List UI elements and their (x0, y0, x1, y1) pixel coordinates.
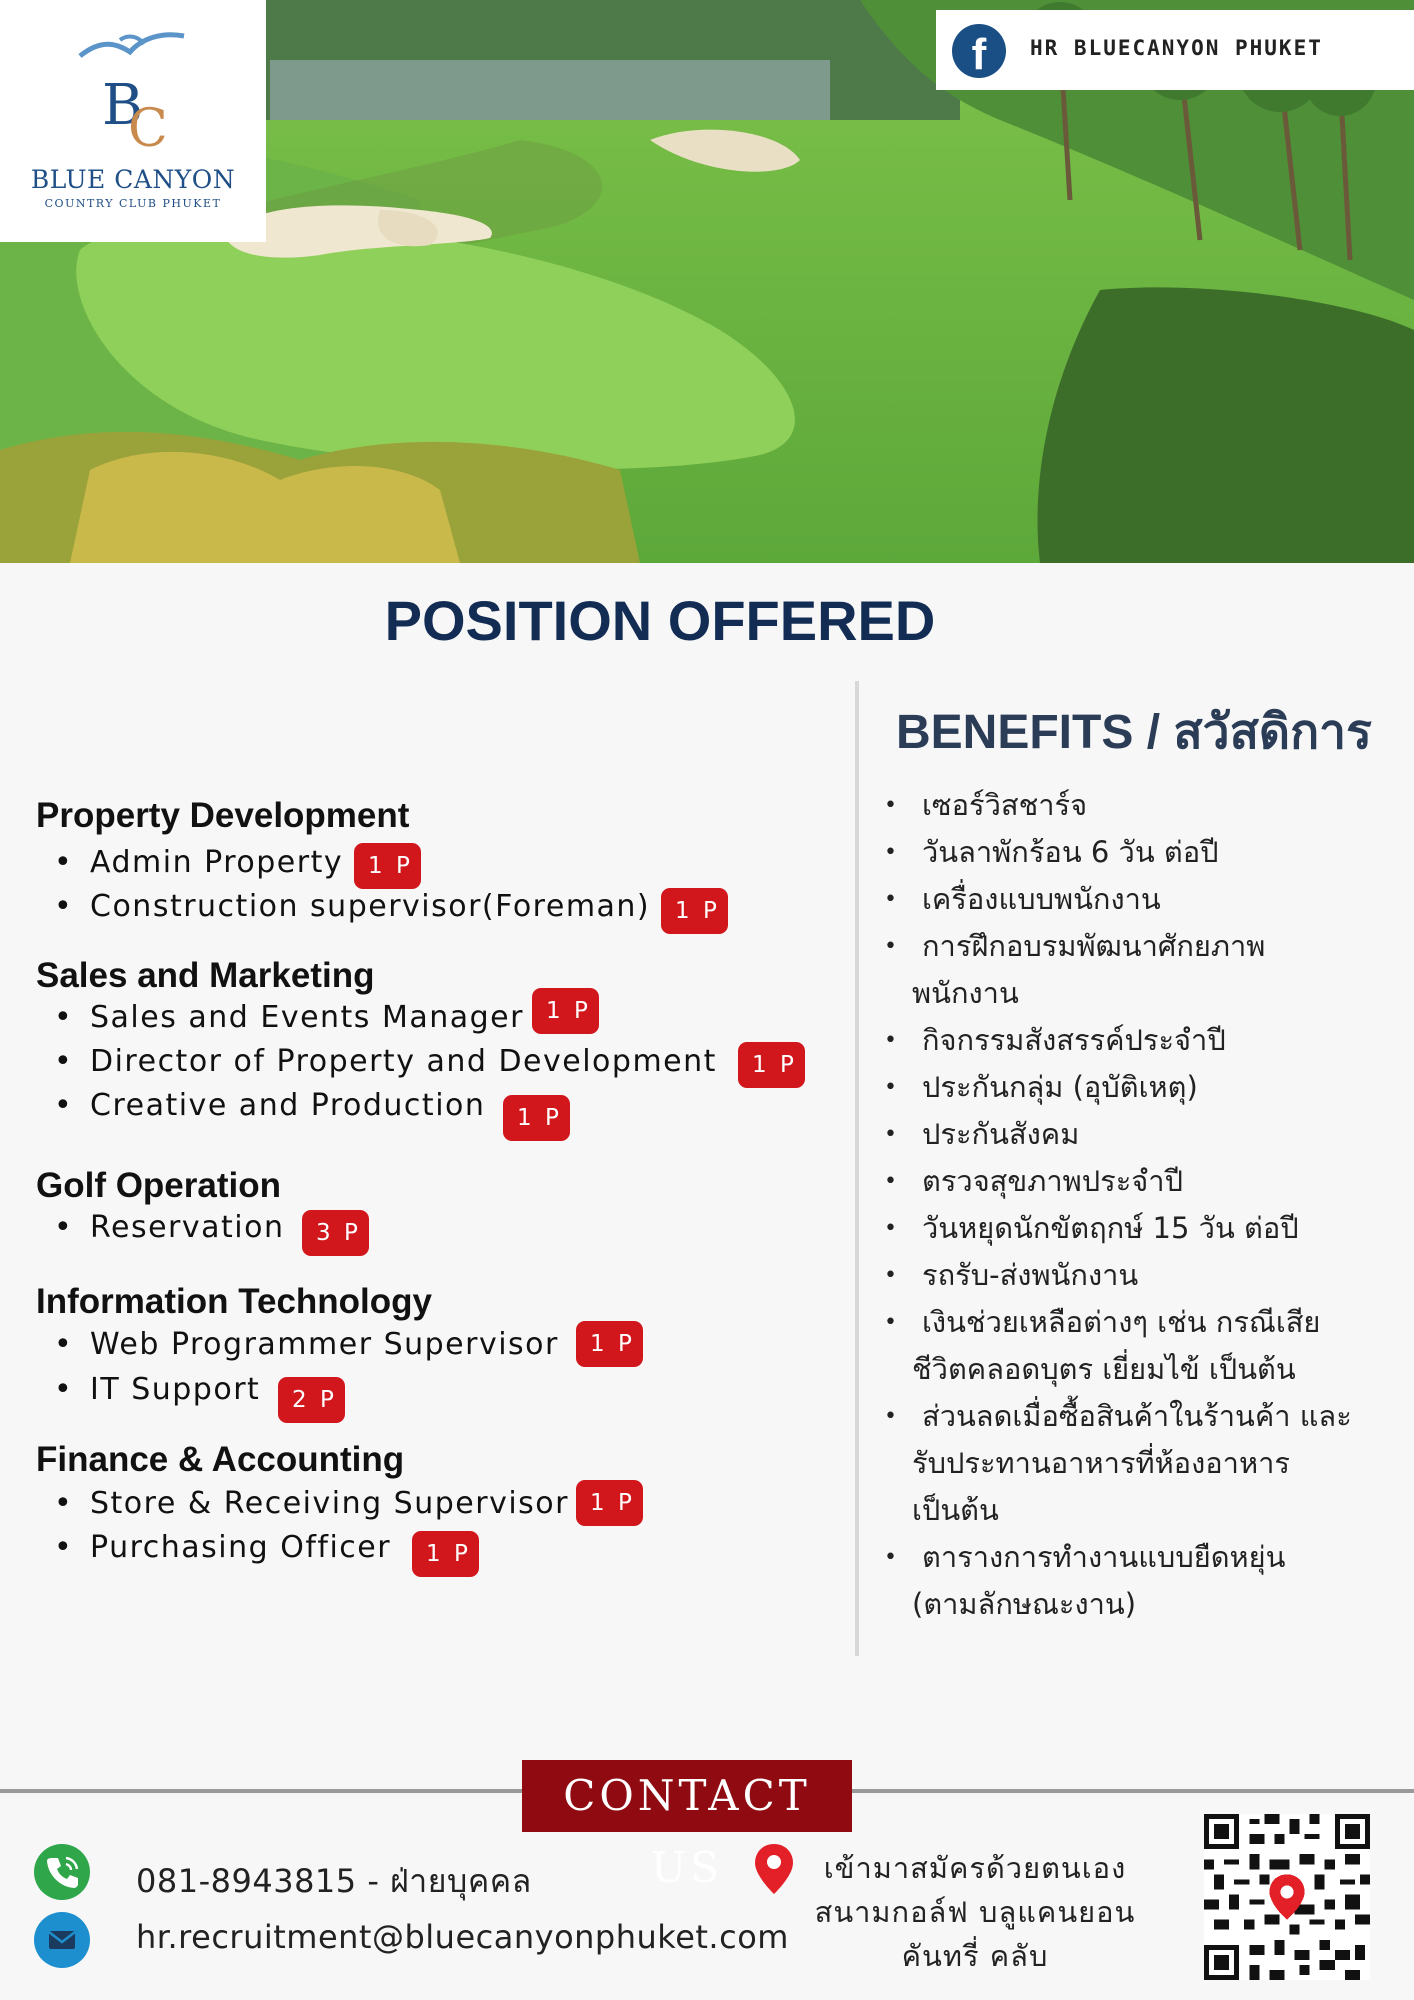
openings-badge: 1 P (738, 1042, 805, 1088)
openings-badge: 3 P (302, 1210, 369, 1256)
job-item: • Reservation (54, 1210, 285, 1245)
facebook-handle: HR BLUECANYON PHUKET (1030, 36, 1323, 60)
job-item: • Creative and Production (54, 1088, 486, 1123)
column-divider (855, 681, 859, 1656)
job-title: Sales and Events Manager (90, 1000, 524, 1035)
openings-badge: 1 P (503, 1095, 570, 1141)
brand-name: BLUE CANYON (30, 165, 236, 194)
job-item: • Director of Property and Development (54, 1044, 717, 1079)
job-title: IT Support (90, 1372, 261, 1407)
benefit-item: • การฝึกอบรมพัฒนาศักยภาพ พนักงาน (884, 929, 1266, 1010)
contact-address: เข้ามาสมัครด้วยตนเอง สนามกอล์ฟ บลูแคนยอน คันทรี่ คลับ (814, 1851, 1136, 1973)
openings-badge: 1 P (412, 1531, 479, 1577)
job-title: Reservation (90, 1210, 285, 1245)
openings-badge: 1 P (532, 988, 599, 1034)
job-title: Store & Receiving Supervisor (90, 1486, 569, 1521)
job-item: • Purchasing Officer (54, 1530, 392, 1565)
job-item: • Web Programmer Supervisor (54, 1327, 559, 1362)
contact-heading: CONTACT US (522, 1760, 852, 1832)
job-item: • Admin Property (54, 845, 344, 880)
facebook-icon: f (952, 24, 1006, 78)
job-title: Web Programmer Supervisor (90, 1327, 559, 1362)
benefit-item: • วันหยุดนักขัตฤกษ์ 15 วัน ต่อปี (884, 1211, 1299, 1245)
svg-text:C: C (128, 99, 168, 154)
contact-email[interactable]: hr.recruitment@bluecanyonphuket.com (136, 1918, 789, 1956)
benefit-item: • ตารางการทำงานแบบยืดหยุ่น (ตามลักษณะงาน) (884, 1540, 1286, 1621)
page-title: POSITION OFFERED (384, 589, 936, 652)
job-item: • IT Support (54, 1372, 261, 1407)
hero-image (0, 0, 1414, 563)
department-heading: Property Development (36, 796, 410, 835)
openings-badge: 1 P (576, 1321, 643, 1367)
brand-logo (0, 0, 266, 242)
department-heading: Sales and Marketing (36, 956, 375, 995)
job-title: Director of Property and Development (90, 1044, 717, 1079)
benefit-item: • เซอร์วิสชาร์จ (884, 788, 1088, 822)
benefit-item: • วันลาพักร้อน 6 วัน ต่อปี (884, 835, 1219, 869)
benefit-item: • กิจกรรมสังสรรค์ประจำปี (884, 1023, 1226, 1057)
job-item: • Store & Receiving Supervisor (54, 1486, 569, 1521)
contact-phone[interactable]: 081-8943815 - ฝ่ายบุคคล (136, 1862, 532, 1900)
department-heading: Finance & Accounting (36, 1440, 405, 1479)
openings-badge: 1 P (354, 843, 421, 889)
benefit-item: • ส่วนลดเมื่อซื้อสินค้าในร้านค้า และ รับประทานอาหารที่ห้องอาหาร เป็นต้น (884, 1399, 1352, 1527)
benefit-item: • ประกันกลุ่ม (อุบัติเหตุ) (884, 1070, 1198, 1104)
phone-icon (34, 1844, 90, 1900)
qr-code[interactable] (1204, 1814, 1370, 1980)
department-heading: Golf Operation (36, 1166, 281, 1205)
benefit-item: • ตรวจสุขภาพประจำปี (884, 1164, 1183, 1198)
mail-icon (34, 1912, 90, 1968)
department-heading: Information Technology (36, 1282, 433, 1321)
brand-tagline: COUNTRY CLUB PHUKET (44, 197, 222, 210)
benefit-item: • เครื่องแบบพนักงาน (884, 882, 1161, 916)
benefit-item: • รถรับ-ส่งพนักงาน (884, 1258, 1139, 1292)
job-item: • Construction supervisor(Foreman) (54, 889, 651, 924)
job-title: Admin Property (90, 845, 344, 880)
benefit-item: • เงินช่วยเหลือต่างๆ เช่น กรณีเสีย ชีวิตคลอดบุตร เยี่ยมไข้ เป็นต้น (884, 1305, 1321, 1386)
benefit-item: • ประกันสังคม (884, 1117, 1080, 1151)
facebook-link[interactable] (936, 10, 1414, 90)
job-title: Creative and Production (90, 1088, 486, 1123)
job-title: Purchasing Officer (90, 1530, 392, 1565)
svg-text:B: B (102, 73, 144, 138)
job-item: • Sales and Events Manager (54, 1000, 524, 1035)
openings-badge: 1 P (661, 888, 728, 934)
openings-badge: 2 P (278, 1377, 345, 1423)
bc-monogram-icon (72, 24, 192, 154)
openings-badge: 1 P (576, 1480, 643, 1526)
benefits-title: BENEFITS / สวัสดิการ (896, 706, 1372, 759)
job-title: Construction supervisor(Foreman) (90, 889, 651, 924)
